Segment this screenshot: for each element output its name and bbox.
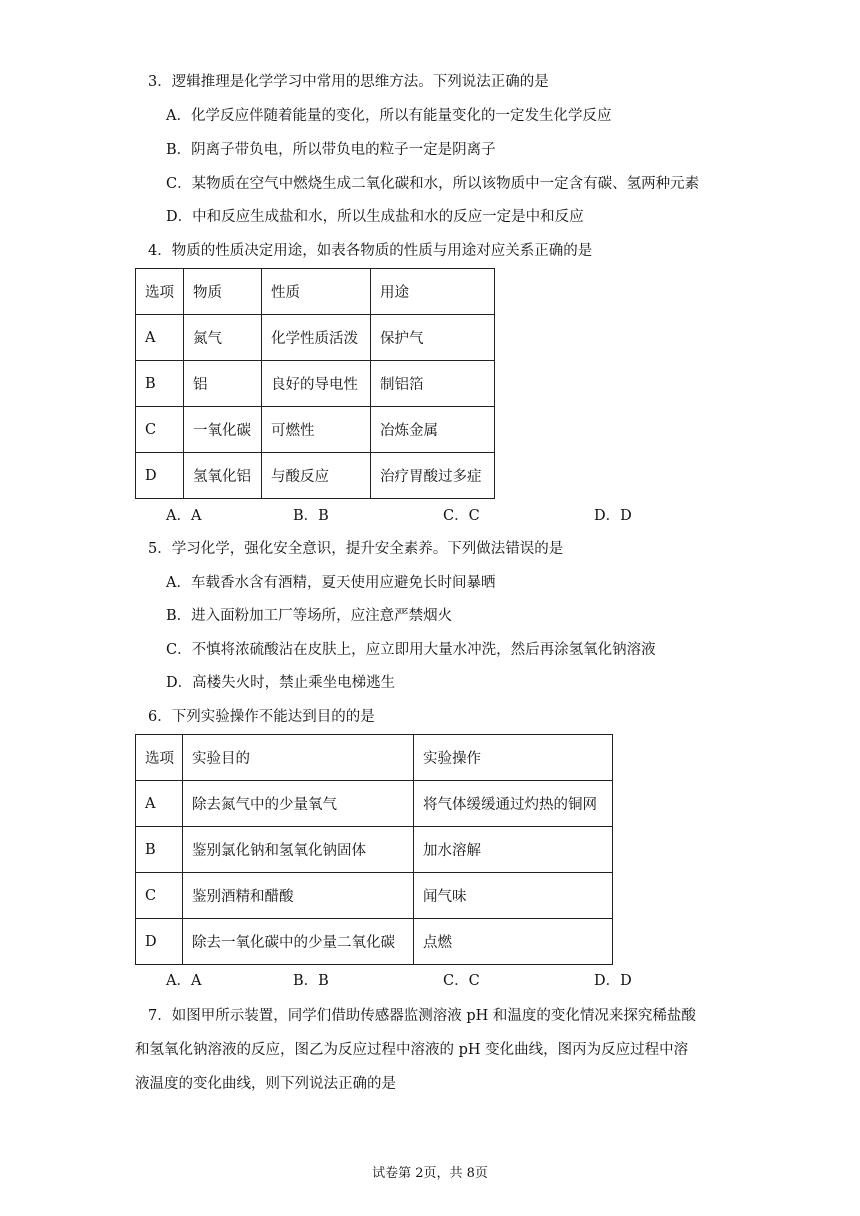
q3-option-b: B．阴离子带负电，所以带负电的粒子一定是阴离子 (166, 142, 496, 158)
q4-choice-d: D．D (594, 508, 632, 524)
table-row (136, 407, 495, 453)
table-cell: C (136, 873, 183, 919)
table-header-cell: 性质 (262, 269, 371, 315)
table-cell: 除去氮气中的少量氧气 (183, 781, 414, 827)
table-header-cell: 用途 (371, 269, 495, 315)
table-row (136, 919, 613, 965)
table-row (136, 781, 613, 827)
q7-line-1: 7．如图甲所示装置，同学们借助传感器监测溶液 pH 和温度的变化情况来探究稀盐酸 (148, 1008, 696, 1024)
table-cell: 点燃 (414, 919, 613, 965)
table-cell: B (136, 827, 183, 873)
q6-table (135, 734, 613, 965)
table-cell: 化学性质活泼 (262, 315, 371, 361)
table-row (136, 873, 613, 919)
table-row (136, 315, 495, 361)
table-cell: 闻气味 (414, 873, 613, 919)
table-cell: 与酸反应 (262, 453, 371, 499)
table-cell: 冶炼金属 (371, 407, 495, 453)
q5-option-a: A．车载香水含有酒精，夏天使用应避免长时间暴晒 (166, 575, 496, 591)
q5-option-c: C．不慎将浓硫酸沾在皮肤上，应立即用大量水冲洗，然后再涂氢氧化钠溶液 (166, 642, 656, 658)
q6-stem: 6．下列实验操作不能达到目的的是 (148, 709, 375, 725)
q3-stem: 3．逻辑推理是化学学习中常用的思维方法。下列说法正确的是 (148, 74, 549, 90)
table-cell: 除去一氧化碳中的少量二氧化碳 (183, 919, 414, 965)
table-cell: 可燃性 (262, 407, 371, 453)
table-cell: C (136, 407, 184, 453)
table-cell: 鉴别酒精和醋酸 (183, 873, 414, 919)
table-cell: A (136, 781, 183, 827)
page-footer: 试卷第 2页，共 8页 (372, 1166, 488, 1181)
table-cell: 鉴别氯化钠和氢氧化钠固体 (183, 827, 414, 873)
q4-stem: 4．物质的性质决定用途，如表各物质的性质与用途对应关系正确的是 (148, 243, 593, 259)
table-header-cell: 物质 (184, 269, 262, 315)
table-cell: 加水溶解 (414, 827, 613, 873)
q4-table (135, 268, 495, 499)
table-header-cell: 实验目的 (183, 735, 414, 781)
q5-stem: 5．学习化学，强化安全意识，提升安全素养。下列做法错误的是 (148, 541, 564, 557)
table-cell: D (136, 453, 184, 499)
q7-line-2: 和氢氧化钠溶液的反应，图乙为反应过程中溶液的 pH 变化曲线，图丙为反应过程中溶 (135, 1042, 689, 1058)
table-cell: 保护气 (371, 315, 495, 361)
table-cell: 氮气 (184, 315, 262, 361)
q3-option-d: D．中和反应生成盐和水，所以生成盐和水的反应一定是中和反应 (166, 209, 584, 225)
table-cell: 将气体缓缓通过灼热的铜网 (414, 781, 613, 827)
q5-option-d: D．高楼失火时，禁止乘坐电梯逃生 (166, 675, 396, 691)
table-row (136, 827, 613, 873)
table-cell: 良好的导电性 (262, 361, 371, 407)
table-header-cell: 选项 (136, 735, 183, 781)
q3-option-c: C．某物质在空气中燃烧生成二氧化碳和水，所以该物质中一定含有碳、氢两种元素 (166, 176, 700, 192)
table-row (136, 361, 495, 407)
q6-choice-d: D．D (594, 973, 632, 989)
table-cell: B (136, 361, 184, 407)
table-cell: 治疗胃酸过多症 (371, 453, 495, 499)
q7-line-3: 液温度的变化曲线，则下列说法正确的是 (135, 1076, 396, 1092)
table-cell: 氢氧化铝 (184, 453, 262, 499)
q4-choice-a: A．A (166, 508, 202, 524)
q4-choice-c: C．C (443, 508, 480, 524)
q5-option-b: B．进入面粉加工厂等场所，应注意严禁烟火 (166, 608, 453, 624)
table-cell: D (136, 919, 183, 965)
table-cell: 铝 (184, 361, 262, 407)
table-header-cell: 选项 (136, 269, 184, 315)
q6-choice-b: B．B (293, 973, 329, 989)
table-row (136, 453, 495, 499)
q6-choice-a: A．A (166, 973, 202, 989)
table-cell: 一氧化碳 (184, 407, 262, 453)
table-header-row (136, 735, 613, 781)
table-header-cell: 实验操作 (414, 735, 613, 781)
table-header-row (136, 269, 495, 315)
q6-choice-c: C．C (443, 973, 480, 989)
q4-choice-b: B．B (293, 508, 329, 524)
q3-option-a: A．化学反应伴随着能量的变化，所以有能量变化的一定发生化学反应 (166, 108, 612, 124)
table-cell: A (136, 315, 184, 361)
table-cell: 制铝箔 (371, 361, 495, 407)
